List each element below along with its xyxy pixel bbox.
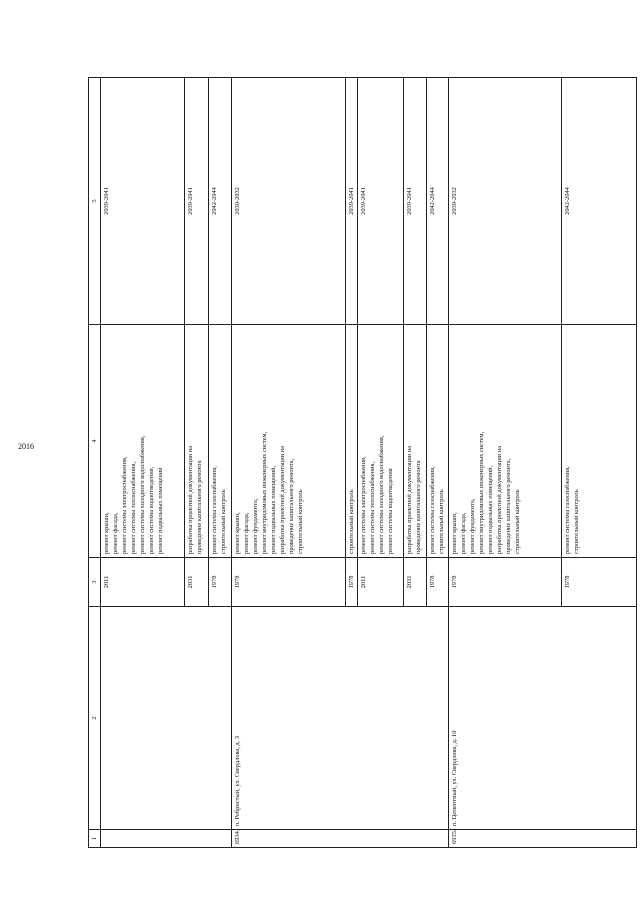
work-item: проведение капитального ремонта <box>196 460 203 554</box>
cell-year: 2011 <box>358 558 404 607</box>
work-item: разработка проектной документации на <box>279 445 286 554</box>
cell-works <box>427 325 449 558</box>
cell-year: 1978 <box>232 558 346 607</box>
page-number: 2016 <box>18 442 34 451</box>
column-header-4: 4 <box>89 325 101 558</box>
work-item: ремонт фасада, <box>243 512 250 554</box>
work-item: ремонт крыши, <box>234 512 241 554</box>
work-item: проведение капитального ремонта, <box>288 458 295 554</box>
work-item: строительный контроль <box>348 489 355 554</box>
work-item: разработка проектной документации на <box>496 445 503 554</box>
cell-year: 1978 <box>209 558 232 607</box>
work-item: ремонт фасада, <box>112 512 119 554</box>
work-item: ремонт внутридомовых инженерных систем, <box>478 431 485 554</box>
cell-year: 1978 <box>449 558 562 607</box>
column-header-2: 2 <box>89 607 101 830</box>
cell-period: 2039-2041 <box>185 78 209 325</box>
cell-year: 1978 <box>427 558 449 607</box>
cell-year: 1978 <box>562 558 637 607</box>
work-item: ремонт системы электроснабжения, <box>360 456 367 554</box>
work-item: ремонт системы газоснабжения, <box>429 466 436 554</box>
cell-works <box>346 325 358 558</box>
work-item: ремонт крыши, <box>451 512 458 554</box>
cell-year: 2031 <box>185 558 209 607</box>
cell-period: 2042-2044 <box>562 78 637 325</box>
work-item: разработка проектной документации на <box>406 445 413 554</box>
cell-works <box>101 325 185 558</box>
cell-works <box>209 325 232 558</box>
cell-address: п. Цементный, ул. Свердлова, д. 10 <box>449 607 637 830</box>
table-row <box>449 78 562 848</box>
work-item: ремонт подвальных помещений, <box>487 465 494 554</box>
cell-period: 2039-2041 <box>101 78 185 325</box>
cell-number: 6934. <box>232 830 449 848</box>
work-item: ремонт системы холодного водоснабжения, <box>139 435 146 554</box>
work-item: ремонт системы газоснабжения, <box>564 466 571 554</box>
repair-schedule-table <box>88 77 637 848</box>
cell-period: 2039-2041 <box>358 78 404 325</box>
work-item: строительный контроль <box>297 489 304 554</box>
cell-works <box>449 325 562 558</box>
cell-address: п. Ребристый, ул. Свердлова, д. 3 <box>232 607 449 830</box>
cell-period: 2039-2041 <box>346 78 358 325</box>
cell-period: 2039-2041 <box>404 78 427 325</box>
work-item: проведение капитального ремонта <box>415 460 422 554</box>
column-header-5: 5 <box>89 78 101 325</box>
work-item: ремонт фасада, <box>460 512 467 554</box>
work-item: строительный контроль <box>438 489 445 554</box>
work-item: строительный контроль <box>514 489 521 554</box>
cell-number <box>101 830 232 848</box>
column-header-1: 1 <box>89 830 101 848</box>
cell-works <box>562 325 637 558</box>
cell-period: 2030-2032 <box>232 78 346 325</box>
cell-number: 6935. <box>449 830 637 848</box>
work-item: разработка проектной документации на <box>187 445 194 554</box>
cell-works <box>404 325 427 558</box>
work-item: ремонт подвальных помещений, <box>270 465 277 554</box>
column-header-3: 3 <box>89 558 101 607</box>
cell-works <box>358 325 404 558</box>
work-item: ремонт системы теплоснабжения, <box>369 461 376 554</box>
work-item: ремонт внутридомовых инженерных систем, <box>261 431 268 554</box>
cell-year: 1978 <box>346 558 358 607</box>
work-item: проведение капитального ремонта, <box>505 458 512 554</box>
work-item: ремонт фундамента, <box>469 498 476 554</box>
table-header-row <box>89 78 101 848</box>
work-item: строительный контроль <box>573 489 580 554</box>
cell-period: 2042-2044 <box>209 78 232 325</box>
work-item: ремонт системы водоотведения, <box>148 466 155 554</box>
cell-works <box>232 325 346 558</box>
cell-period: 2030-2032 <box>449 78 562 325</box>
work-item: ремонт подвальных помещений <box>157 467 164 554</box>
table-row <box>101 78 185 848</box>
cell-address <box>101 607 232 830</box>
cell-year: 2011 <box>101 558 185 607</box>
work-item: ремонт системы теплоснабжения, <box>130 461 137 554</box>
cell-works <box>185 325 209 558</box>
cell-year: 2031 <box>404 558 427 607</box>
rotated-document <box>88 78 580 848</box>
work-item: ремонт системы газоснабжения, <box>211 466 218 554</box>
work-item: ремонт фундамента, <box>252 498 259 554</box>
table-row <box>232 78 346 848</box>
cell-period: 2042-2044 <box>427 78 449 325</box>
work-item: ремонт системы водоотведения <box>387 468 394 554</box>
work-item: ремонт системы холодного водоснабжения, <box>378 435 385 554</box>
work-item: ремонт системы электроснабжения, <box>121 456 128 554</box>
work-item: строительный контроль <box>220 489 227 554</box>
work-item: ремонт крыши, <box>103 512 110 554</box>
